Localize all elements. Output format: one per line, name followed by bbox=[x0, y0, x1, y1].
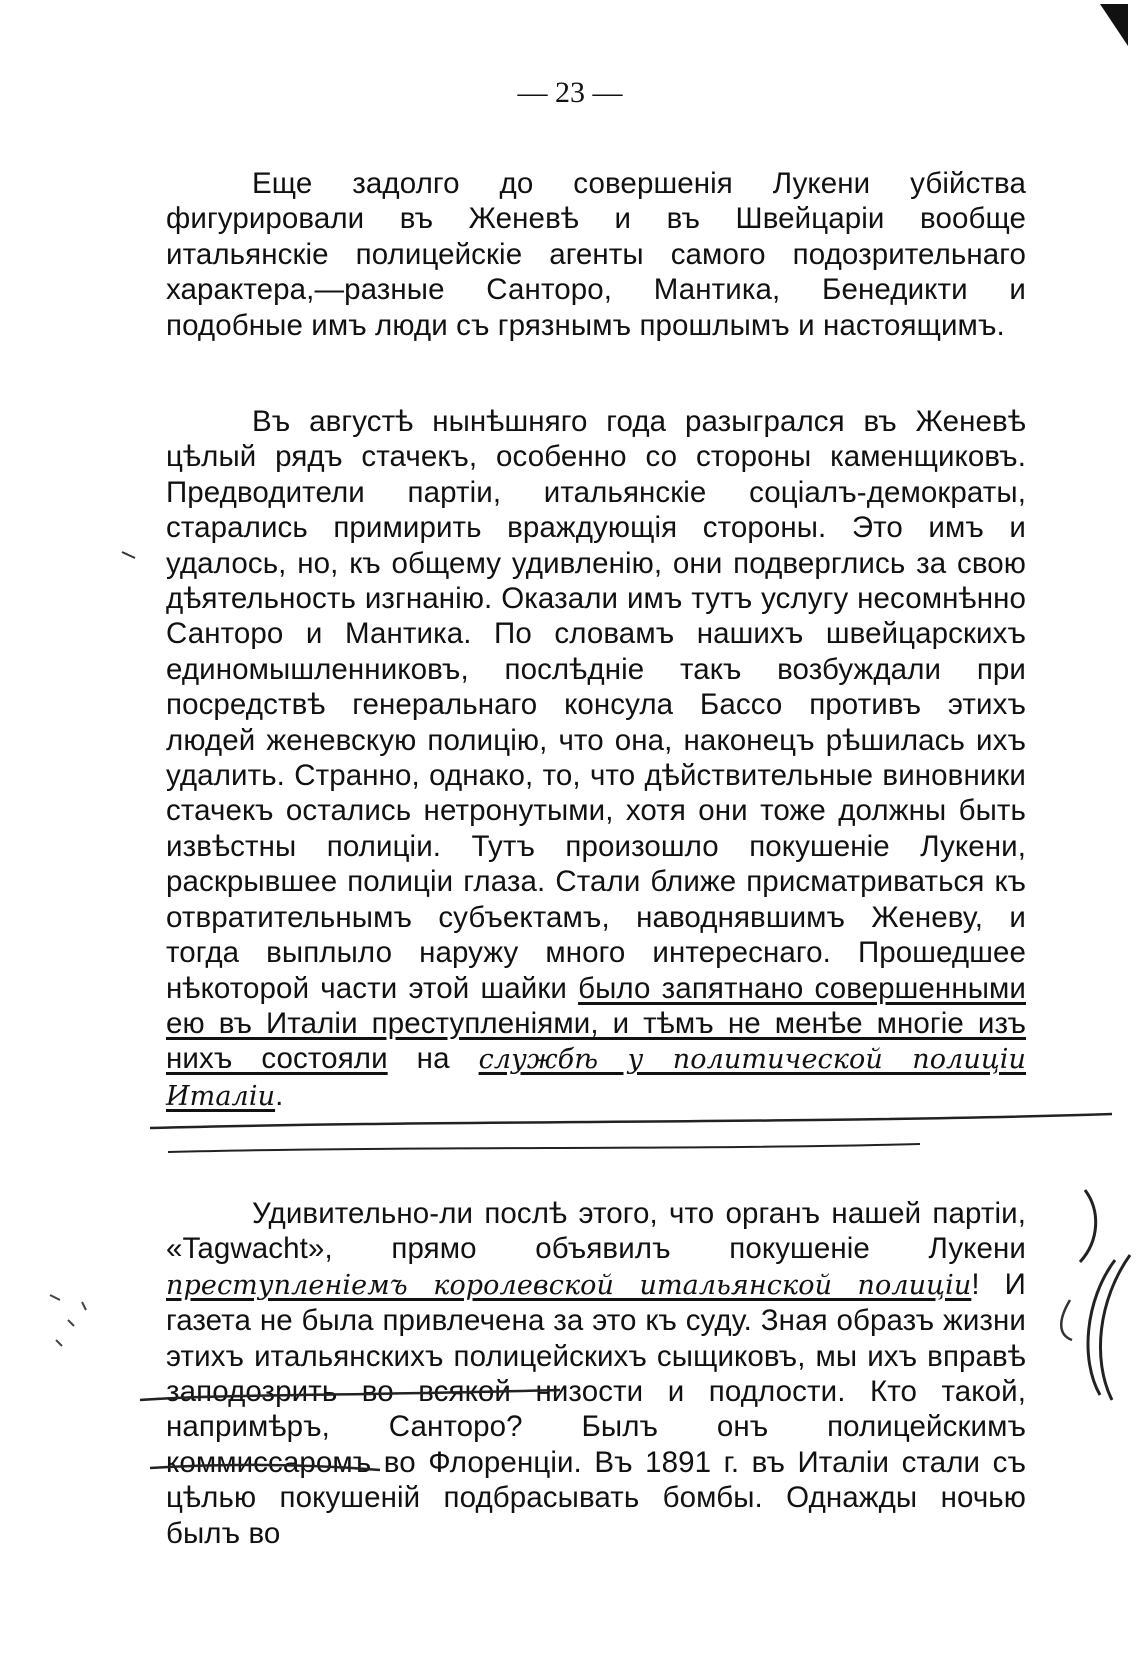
margin-stroke-3 bbox=[1061, 1300, 1072, 1340]
margin-dots bbox=[50, 1295, 86, 1346]
margin-stroke-2 bbox=[1100, 1255, 1130, 1400]
paragraph-3 bbox=[166, 1196, 1026, 1551]
paragraph-2 bbox=[166, 404, 1026, 1114]
paragraph-3-text-cont: ! И газета не была привлечена за это къ суду. Зная образъ жизни этихъ итальянскихъ полицейскихъ сыщиковъ, мы ихъ вправѣ заподозрить во всякой низости и подлости. Кто такой, напримѣръ, Санторо? Былъ онъ полицейскимъ коммиссаромъ во Флоренціи. Въ 1891 г. въ Италіи стали съ цѣлью покушеній подбрасывать бомбы. Однажды ночью былъ во bbox=[166, 1267, 1026, 1550]
emphasis-line-1 bbox=[168, 1144, 920, 1152]
underlined-passage: было запятнано совершенными ею въ Италіи преступленіями, и тѣмъ не менѣе многіе изъ нихъ состояли bbox=[166, 971, 1026, 1076]
margin-bracket bbox=[1080, 1190, 1096, 1262]
paragraph-2-end: . bbox=[275, 1078, 284, 1112]
corner-mark bbox=[1100, 4, 1128, 46]
paragraph-3-text: Удивительно-ли послѣ этого, что органъ нашей партіи, «Tagwacht», прямо объявилъ покушеніе Лукени bbox=[166, 1197, 1026, 1266]
handwritten-underlined-passage-2: преступленіемъ королевской итальянской полиціи bbox=[166, 1269, 972, 1301]
handwritten-underlined-passage: службѣ у политической полиціи Италіи bbox=[166, 1044, 1027, 1112]
margin-tick bbox=[122, 552, 135, 558]
page-number: — 23 — bbox=[517, 76, 623, 109]
margin-stroke-1 bbox=[1088, 1260, 1115, 1395]
emphasis-line-2 bbox=[150, 1114, 1112, 1128]
paragraph-2-text-cont: на bbox=[387, 1042, 479, 1076]
paragraph-2-text: Въ августѣ нынѣшняго года разыгрался въ Женевѣ цѣлый рядъ стачекъ, особенно со стороны каменщиковъ. Предводители партіи, итальянскіе соціалъ-демократы, старались примирить враждующія стороны. Это имъ и удалось, но, къ общему удивленію, они подверглись за свою дѣятельность изгнанію. Оказали имъ тутъ услугу несомнѣнно Санторо и Мантика. По словамъ нашихъ швейцарскихъ единомышленниковъ, послѣдніе такъ возбуждали при посредствѣ генеральнаго консула Бассо противъ этихъ людей женевскую полицію, что она, наконецъ рѣшилась ихъ удалить. Странно, однако, то, что дѣйствительные виновники стачекъ остались нетронутыми, хотя они тоже должны быть извѣстны полиціи. Тутъ произошло покушеніе Лукени, раскрывшее полиціи глаза. Стали ближе присматриваться къ отвратительнымъ субъектамъ, наводнявшимъ Женеву, и тогда выплыло наружу много интереснаго. Прошедшее нѣкоторой части этой шайки bbox=[166, 405, 1026, 1005]
paragraph-1: Еще задолго до совершенія Лукени убійства фигурировали въ Женевѣ и въ Швейцаріи вообще итальянскіе полицейскіе агенты самого подозрительнаго характера,—разные Санторо, Мантика, Бенедикти и подобные имъ люди съ грязнымъ прошлымъ и настоящимъ. bbox=[166, 167, 1026, 342]
